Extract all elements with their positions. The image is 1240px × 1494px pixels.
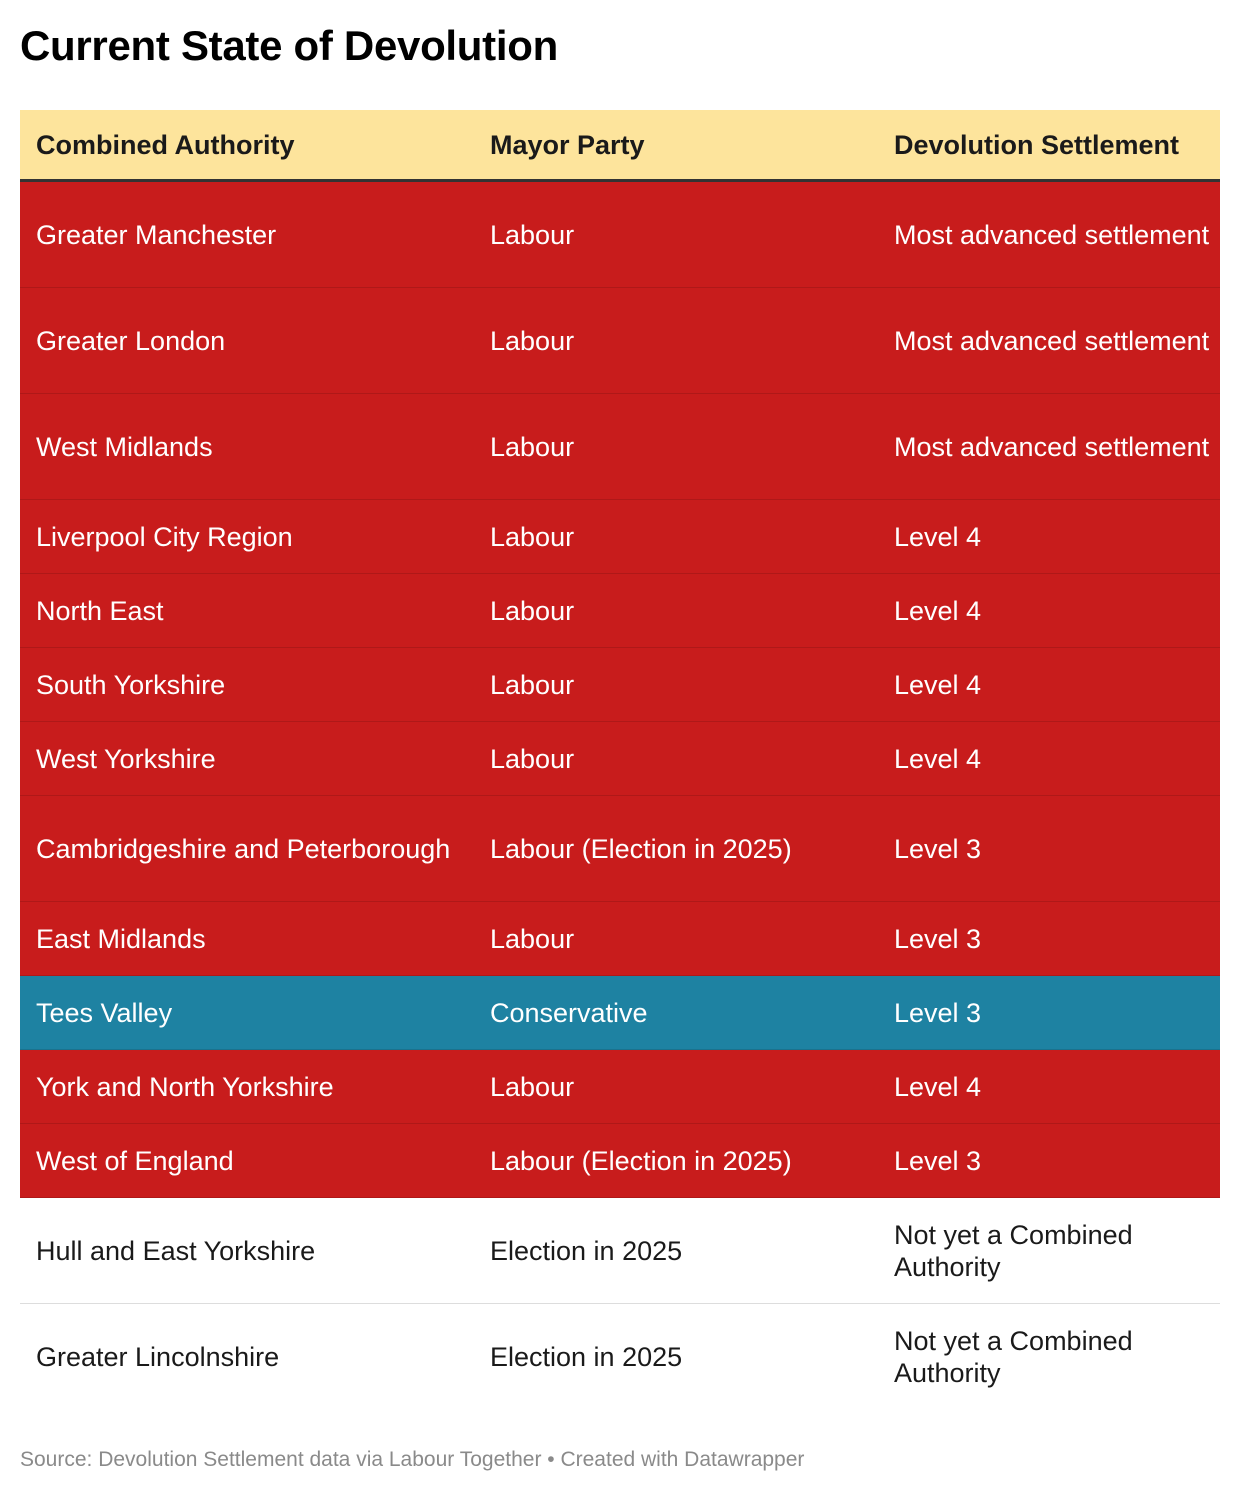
settlement-cell: Level 4 <box>894 669 982 700</box>
table-row <box>20 722 1220 796</box>
table-row <box>20 1304 1220 1410</box>
column-header-combined-authority[interactable]: Combined Authority <box>36 129 295 160</box>
column-header-mayor-party[interactable]: Mayor Party <box>490 129 645 160</box>
authority-cell: North East <box>36 595 164 626</box>
party-cell: Labour <box>490 521 575 552</box>
party-cell: Labour (Election in 2025) <box>490 1145 792 1176</box>
authority-cell: Greater Manchester <box>36 219 277 250</box>
party-cell: Labour (Election in 2025) <box>490 833 792 864</box>
table-row <box>20 796 1220 902</box>
table-row <box>20 500 1220 574</box>
party-cell: Labour <box>490 743 575 774</box>
party-cell: Election in 2025 <box>490 1235 683 1266</box>
table-row <box>20 976 1220 1050</box>
settlement-cell: Not yet a Combined Authority <box>894 1219 1133 1282</box>
settlement-cell: Level 3 <box>894 997 982 1028</box>
settlement-cell: Level 4 <box>894 1071 982 1102</box>
authority-cell: Greater Lincolnshire <box>36 1342 280 1372</box>
settlement-cell: Most advanced settlement <box>894 431 1210 462</box>
settlement-cell: Level 3 <box>894 923 982 954</box>
table-row <box>20 1198 1220 1304</box>
settlement-cell: Level 4 <box>894 595 982 626</box>
authority-cell: East Midlands <box>36 923 206 954</box>
authority-cell: Hull and East Yorkshire <box>36 1235 316 1266</box>
party-cell: Election in 2025 <box>490 1342 683 1372</box>
authority-cell: West Yorkshire <box>36 743 216 774</box>
authority-cell: Cambridgeshire and Peterborough <box>36 833 451 864</box>
settlement-cell: Most advanced settlement <box>894 219 1210 250</box>
party-cell: Labour <box>490 325 575 356</box>
table-row <box>20 902 1220 976</box>
source-note: Source: Devolution Settlement data via Labour Together • Created with Datawrapper <box>20 1448 805 1471</box>
devolution-table <box>20 110 1220 1410</box>
authority-cell: Liverpool City Region <box>36 521 293 552</box>
authority-cell: Tees Valley <box>36 997 173 1028</box>
settlement-cell: Level 4 <box>894 521 982 552</box>
authority-cell: West Midlands <box>36 431 213 462</box>
table-row <box>20 288 1220 394</box>
table-row <box>20 1124 1220 1198</box>
settlement-cell: Most advanced settlement <box>894 325 1210 356</box>
table-header-row <box>20 110 1220 182</box>
party-cell: Labour <box>490 1071 575 1102</box>
authority-cell: South Yorkshire <box>36 669 226 700</box>
page-title: Current State of Devolution <box>20 22 558 69</box>
settlement-cell: Level 3 <box>894 1145 982 1176</box>
settlement-cell: Not yet a Combined Authority <box>894 1326 1133 1388</box>
settlement-cell: Level 4 <box>894 743 982 774</box>
table-row <box>20 648 1220 722</box>
table-row <box>20 574 1220 648</box>
party-cell: Labour <box>490 431 575 462</box>
settlement-cell: Level 3 <box>894 833 982 864</box>
table-row <box>20 182 1220 288</box>
table-row <box>20 1050 1220 1124</box>
table-row <box>20 394 1220 500</box>
party-cell: Labour <box>490 669 575 700</box>
authority-cell: Greater London <box>36 325 226 356</box>
party-cell: Labour <box>490 595 575 626</box>
party-cell: Conservative <box>490 997 648 1028</box>
authority-cell: York and North Yorkshire <box>36 1071 334 1102</box>
party-cell: Labour <box>490 219 575 250</box>
authority-cell: West of England <box>36 1145 234 1176</box>
party-cell: Labour <box>490 923 575 954</box>
column-header-devolution-settlement[interactable]: Devolution Settlement <box>894 129 1180 160</box>
